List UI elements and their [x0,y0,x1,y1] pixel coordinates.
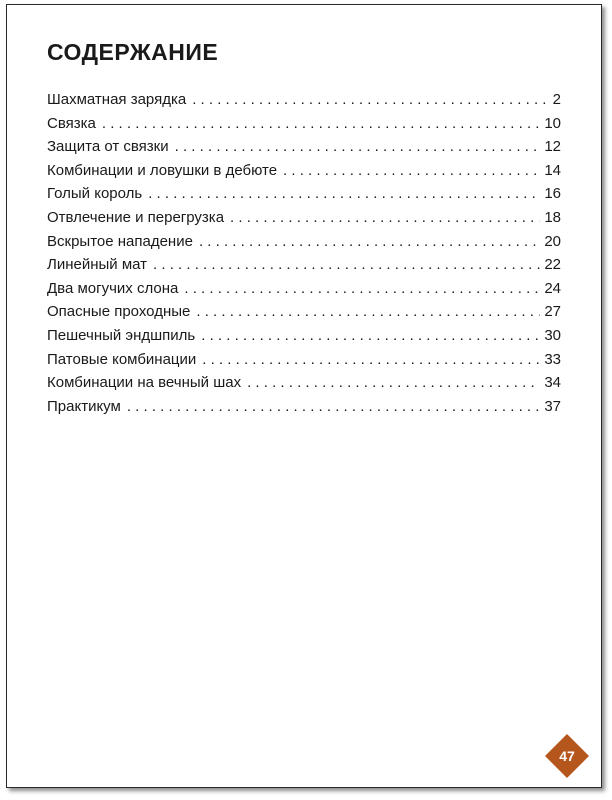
toc-entry [47,185,561,209]
toc-entry-page: 10 [544,114,561,132]
toc-entry-title: Пешечный эндшпиль [47,326,196,344]
toc-entry [47,398,561,422]
toc-entry [47,303,561,327]
toc-entry-page: 2 [552,91,561,108]
toc-entry [47,138,561,162]
toc-leader-dots [148,185,540,202]
toc-entry-page: 30 [544,326,561,344]
toc-leader-dots [247,374,540,391]
toc-leader-dots [230,209,540,226]
toc-entry-page: 24 [544,279,561,297]
toc-entry-title: Комбинации на вечный шах [47,374,242,392]
toc-entry [47,233,561,257]
page-number-badge [544,733,590,779]
toc-entry-title: Связка [47,114,96,132]
toc-entry-title: Два могучих слона [47,279,179,297]
toc-entry-page: 22 [544,256,561,274]
toc-entry-title: Опасные проходные [47,303,191,321]
toc-entry [47,115,561,139]
toc-leader-dots [201,327,540,344]
toc-leader-dots [153,256,540,273]
page-title: СОДЕРЖАНИЕ [47,39,219,65]
toc-entry-title: Практикум [47,397,121,415]
toc-entry-title: Комбинации и ловушки в дебюте [47,161,278,179]
toc-entry-title: Патовые комбинации [47,350,197,368]
toc-entry-page: 20 [544,232,561,250]
toc-entry-page: 12 [544,138,561,156]
table-of-contents [47,91,561,421]
toc-leader-dots [283,162,540,179]
toc-leader-dots [184,280,540,297]
toc-entry [47,91,561,115]
book-page [6,4,602,788]
toc-entry-title: Защита от связки [47,138,169,156]
toc-leader-dots [127,398,540,415]
toc-entry [47,162,561,186]
toc-leader-dots [102,115,540,132]
toc-entry-title: Голый король [47,185,143,203]
toc-entry-page: 33 [544,350,561,368]
toc-entry [47,374,561,398]
toc-entry-page: 16 [544,185,561,203]
toc-entry-page: 18 [544,208,561,226]
toc-entry-page: 34 [544,374,561,392]
toc-entry-title: Вскрытое нападение [47,232,193,250]
toc-entry [47,351,561,375]
toc-entry-title: Линейный мат [47,256,148,274]
toc-entry [47,327,561,351]
toc-leader-dots [202,351,540,368]
toc-leader-dots [192,91,547,108]
toc-entry-page: 14 [544,161,561,179]
toc-entry [47,280,561,304]
toc-leader-dots [199,233,540,250]
toc-entry-title: Шахматная зарядка [47,91,187,108]
toc-entry [47,209,561,233]
toc-entry-page: 37 [544,397,561,415]
page-number: 47 [559,748,575,764]
toc-leader-dots [196,303,540,320]
toc-leader-dots [175,138,541,155]
toc-entry-title: Отвлечение и перегрузка [47,208,225,226]
toc-entry-page: 27 [544,303,561,321]
toc-entry [47,256,561,280]
